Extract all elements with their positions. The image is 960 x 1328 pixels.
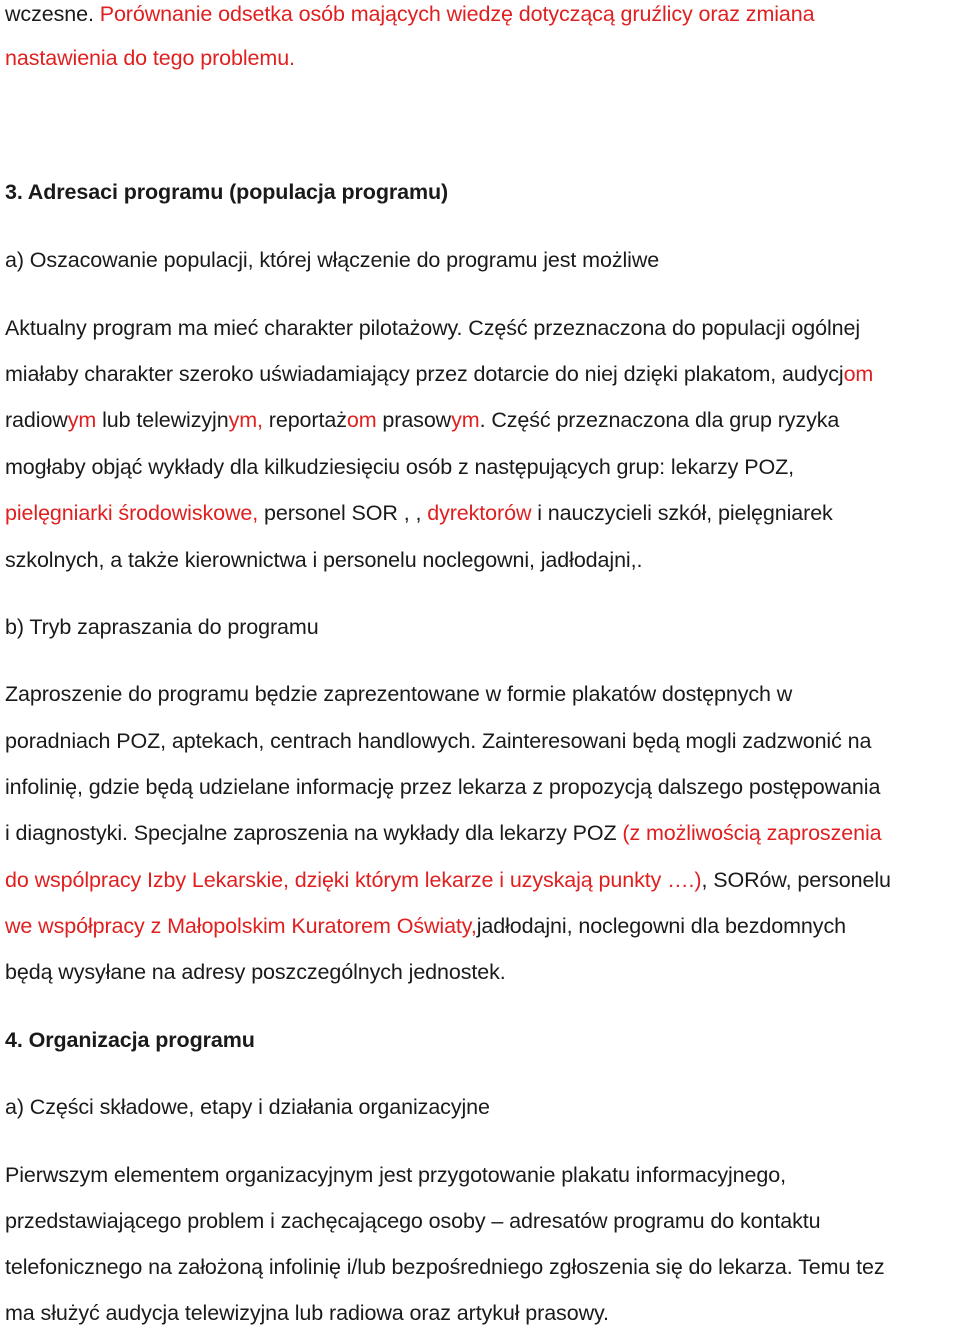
text-segment: szkolnych, a także kierownictwa i personelu noclegowni, jadłodajni,. bbox=[5, 548, 643, 572]
text-segment: personel SOR , , bbox=[258, 501, 428, 525]
highlighted-text: ym bbox=[451, 408, 480, 432]
text-segment: lub telewizyjn bbox=[96, 408, 229, 432]
text-line bbox=[5, 773, 880, 801]
highlighted-text: Porównanie odsetka osób mających wiedzę dotyczącą gruźlicy oraz zmiana bbox=[99, 2, 815, 26]
highlighted-text: dyrektorów bbox=[427, 501, 532, 525]
text-line bbox=[5, 1207, 820, 1235]
highlighted-text: do wspólpracy Izby Lekarskie, dzięki którym lekarze i uzyskają punkty ….) bbox=[5, 868, 702, 892]
text-line bbox=[5, 499, 833, 527]
text-segment: ma służyć audycja telewizyjna lub radiowa oraz artykuł prasowy. bbox=[5, 1301, 609, 1325]
highlighted-text: om bbox=[843, 362, 874, 386]
text-segment: a) Części składowe, etapy i działania organizacyjne bbox=[5, 1095, 490, 1119]
text-line bbox=[5, 0, 815, 28]
highlighted-text: ym bbox=[67, 408, 97, 432]
text-line bbox=[5, 912, 846, 940]
text-segment: . Część przeznaczona dla grup ryzyka bbox=[479, 408, 840, 432]
text-line bbox=[5, 44, 295, 72]
text-line bbox=[5, 727, 871, 755]
text-line bbox=[5, 246, 659, 274]
text-segment: będą wysyłane na adresy poszczególnych jednostek. bbox=[5, 960, 506, 984]
text-segment: reportaż bbox=[262, 408, 347, 432]
text-line bbox=[5, 1026, 255, 1054]
text-line bbox=[5, 360, 873, 388]
text-line bbox=[5, 453, 794, 481]
text-line bbox=[5, 866, 891, 894]
text-segment: telefonicznego na założoną infolinię i/lub bezpośredniego zgłoszenia się do lekarza. Temu tez bbox=[5, 1255, 885, 1279]
highlighted-text: pielęgniarki środowiskowe, bbox=[5, 501, 259, 525]
text-segment: , SORów, personelu bbox=[701, 868, 891, 892]
text-segment: mogłaby objąć wykłady dla kilkudziesięciu osób z następujących grup: lekarzy POZ, bbox=[5, 455, 794, 479]
text-segment: Aktualny program ma mieć charakter pilotażowy. Część przeznaczona do populacji ogólnej bbox=[5, 316, 861, 340]
text-segment: miałaby charakter szeroko uświadamiający przez dotarcie do niej dzięki plakatom, audycj bbox=[5, 362, 844, 386]
text-segment: i diagnostyki. Specjalne zaproszenia na wykłady dla lekarzy POZ bbox=[5, 821, 623, 845]
text-line bbox=[5, 546, 642, 574]
text-line bbox=[5, 1161, 786, 1189]
highlighted-text: nastawienia do tego problemu. bbox=[5, 46, 295, 70]
text-line bbox=[5, 1093, 490, 1121]
text-line bbox=[5, 1299, 609, 1327]
text-line bbox=[5, 613, 319, 641]
text-line bbox=[5, 958, 506, 986]
text-segment: i nauczycieli szkół, pielęgniarek bbox=[531, 501, 833, 525]
text-segment: poradniach POZ, aptekach, centrach handlowych. Zainteresowani będą mogli zadzwonić na bbox=[5, 729, 872, 753]
text-segment: b) Tryb zapraszania do programu bbox=[5, 615, 319, 639]
highlighted-text: om bbox=[346, 408, 377, 432]
text-segment: jadłodajni, noclegowni dla bezdomnych bbox=[476, 914, 846, 938]
text-line bbox=[5, 1253, 885, 1281]
text-segment: 4. Organizacja programu bbox=[5, 1028, 255, 1052]
text-segment: przedstawiającego problem i zachęcającego osoby – adresatów programu do kontaktu bbox=[5, 1209, 821, 1233]
text-segment: Pierwszym elementem organizacyjnym jest przygotowanie plakatu informacyjnego, bbox=[5, 1163, 786, 1187]
text-segment: Zaproszenie do programu będzie zaprezentowane w formie plakatów dostępnych w bbox=[5, 682, 793, 706]
text-segment: wczesne. bbox=[5, 2, 100, 26]
text-segment: prasow bbox=[376, 408, 452, 432]
text-line bbox=[5, 178, 448, 206]
highlighted-text: (z możliwością zaproszenia bbox=[622, 821, 882, 845]
text-line bbox=[5, 314, 860, 342]
text-line bbox=[5, 819, 881, 847]
text-line bbox=[5, 406, 839, 434]
text-segment: infolinię, gdzie będą udzielane informację przez lekarza z propozycją dalszego postępowania bbox=[5, 775, 881, 799]
text-segment: 3. Adresaci programu (populacja programu) bbox=[5, 180, 449, 204]
text-segment: a) Oszacowanie populacji, której włączenie do programu jest możliwe bbox=[5, 248, 660, 272]
highlighted-text: ym, bbox=[228, 408, 263, 432]
text-segment: radiow bbox=[5, 408, 68, 432]
text-line bbox=[5, 680, 792, 708]
highlighted-text: we współpracy z Małopolskim Kuratorem Oświaty, bbox=[5, 914, 477, 938]
